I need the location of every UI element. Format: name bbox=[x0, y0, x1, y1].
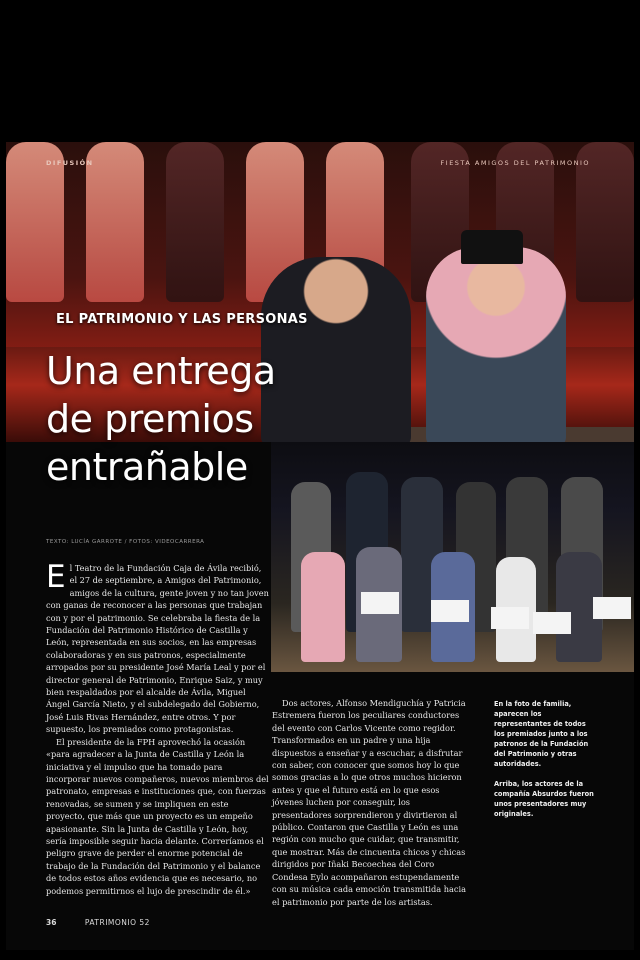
text-column-2 bbox=[272, 697, 468, 908]
section-label: DIFUSIÓN bbox=[46, 159, 94, 167]
page-footer bbox=[46, 918, 150, 927]
group-photo bbox=[271, 442, 634, 672]
text-column-1 bbox=[46, 559, 269, 897]
dropcap: E bbox=[46, 559, 66, 595]
page-number: 36 bbox=[46, 918, 57, 927]
award-sign bbox=[361, 592, 399, 614]
award-sign bbox=[533, 612, 571, 634]
chorus-singer bbox=[86, 142, 144, 302]
paragraph: Dos actores, Alfonso Mendiguchía y Patricia Estremera fueron los peculiares conductores del evento con Carlos Vicente como regidor. Transformados en un padre y una hija dispuestos a enseñar y a escuchar, a disfrutar con saber, con conocer que somos hoy lo que somos gracias a lo que otros muchos hicieron antes y que el futuro está en lo que esos jóvenes luchen por conseguir, los presentadores sorprendieron y divirtieron al público. Contaron que Castilla y León es una región con mucho que cuidar, que transmitir, que mostrar. Más de cincuenta chicos y chicas dirigidos por Iñaki Becoechea del Coro Condesa Eylo acompañaron estupendamente con su música cada emoción transmitida hacia el patrimonio por parte de los artistas. bbox=[272, 698, 466, 907]
top-hat bbox=[461, 230, 523, 264]
article-credits: TEXTO: LUCÍA GARROTE / FOTOS: VIDEOCARRERA bbox=[46, 539, 205, 545]
caption-actors: Arriba, los actores de la compañía Absurdos fueron unos presentadores muy originales. bbox=[494, 780, 594, 818]
paragraph: El presidente de la FPH aprovechó la ocasión «para agradecer a la Junta de Castilla y León la iniciativa y el impulso que ha tomado para incorporar nuevos compañeros, nuevos miembros del patronato, empresas e instituciones que, con fuerzas renovadas, se sumen y se impliquen en este proyecto, que más que un proyecto es un empeño apasionante. Sin la Junta de Castilla y León, hoy, sería imposible seguir hacia delante. Correríamos el peligro grave de perder el enorme potencial de trabajo de la Fundación del Patrimonio y el balance de todos estos años evidencia que es necesario, no podemos permitirnos el lujo de prescindir de él.» bbox=[46, 736, 269, 896]
title-line: de premios bbox=[46, 397, 254, 441]
award-sign bbox=[593, 597, 631, 619]
award-sign bbox=[431, 600, 469, 622]
photo-captions bbox=[494, 699, 594, 829]
article-kicker: EL PATRIMONIO Y LAS PERSONAS bbox=[56, 312, 308, 327]
caption-family-photo: En la foto de familia, aparecen los representantes de todos los premiados junto a los patronos de la Fundación del Patrimonio y otras autoridades. bbox=[494, 700, 589, 768]
paragraph-text: l Teatro de la Fundación Caja de Ávila recibió, el 27 de septiembre, a Amigos del Patrimonio, amigos de la cultura, gente joven y no tan joven con ganas de reconocer a las personas que trabajan con y por el patrimonio. Se celebraba la fiesta de la Fundación del Patrimonio Histórico de Castilla y León, representada en sus socios, en las empresas colaboradoras y en sus patronos, especialmente arropados por su presidente José María Leal y por el director general de Patrimonio, Enrique Saiz, y muy bien respaldados por el alcalde de Ávila, Miguel Ángel García Nieto, y el subdelegado del Gobierno, José Luis Rivas Hernández, entre otros. Y por supuesto, los premiados como protagonistas. bbox=[46, 563, 269, 735]
paragraph bbox=[46, 559, 269, 736]
magazine-issue: PATRIMONIO 52 bbox=[84, 918, 150, 927]
award-sign bbox=[491, 607, 529, 629]
title-line: Una entrega bbox=[46, 349, 276, 393]
magazine-page bbox=[6, 142, 634, 950]
person bbox=[301, 552, 345, 662]
title-line: entrañable bbox=[46, 445, 248, 489]
section-right-label: FIESTA AMIGOS DEL PATRIMONIO bbox=[440, 159, 590, 167]
actress-woman bbox=[426, 247, 566, 442]
chorus-singer bbox=[166, 142, 224, 302]
